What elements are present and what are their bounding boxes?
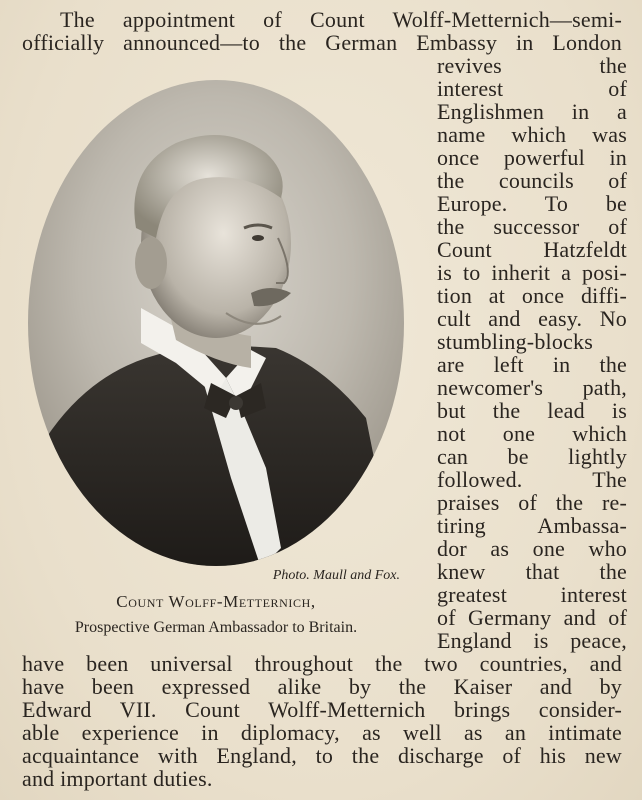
article-line: is to inherit a posi- [437, 260, 627, 285]
caption-name: Count Wolff-Metternich, [116, 592, 316, 611]
article-line: The appointment of Count Wolff-Metternich—semi- [60, 7, 622, 32]
caption-role: Prospective German Ambassador to Britain. [74, 619, 358, 636]
article-line: followed. The [437, 467, 627, 492]
article-line: knew that the [437, 559, 627, 584]
article-line: England is peace, [437, 628, 627, 653]
article-line: able experience in diplomacy, as well as an intimate [22, 720, 622, 745]
article-line: stumbling-blocks [437, 329, 593, 354]
article-line: not one which [437, 421, 627, 446]
article-line: of Germany and of [437, 605, 627, 630]
article-line: have been universal throughout the two countries, and [22, 651, 622, 676]
article-line: Europe. To be [437, 191, 627, 216]
article-line: can be lightly [437, 444, 627, 469]
article-line: newcomer's path, [437, 375, 627, 400]
article-line: tion at once diffi- [437, 283, 627, 308]
article-line: and important duties. [22, 766, 213, 791]
article-line: acquaintance with England, to the discharge of his new [22, 743, 622, 768]
photo-credit: Photo. Maull and Fox. [272, 568, 400, 583]
article-line: tiring Ambassa- [437, 513, 627, 538]
article-line: are left in the [437, 352, 627, 377]
article-line: Count Hatzfeldt [437, 237, 627, 262]
article-line: but the lead is [437, 398, 627, 423]
article-line: Edward VII. Count Wolff-Metternich brings consider- [22, 697, 622, 722]
article-line: have been expressed alike by the Kaiser and by [22, 674, 622, 699]
portrait-photo [26, 78, 406, 568]
article-line: Englishmen in a [437, 99, 627, 124]
article-line: interest of [437, 76, 627, 101]
article-line: greatest interest [437, 582, 627, 607]
article-line: name which was [437, 122, 627, 147]
article-line: praises of the re- [437, 490, 627, 515]
article-line: cult and easy. No [437, 306, 627, 331]
article-line: the successor of [437, 214, 627, 239]
article-line: revives the [437, 53, 627, 78]
article-line: officially announced—to the German Embassy in London [22, 30, 622, 55]
article-line: once powerful in [437, 145, 627, 170]
article-line: dor as one who [437, 536, 627, 561]
article-line: the councils of [437, 168, 627, 193]
